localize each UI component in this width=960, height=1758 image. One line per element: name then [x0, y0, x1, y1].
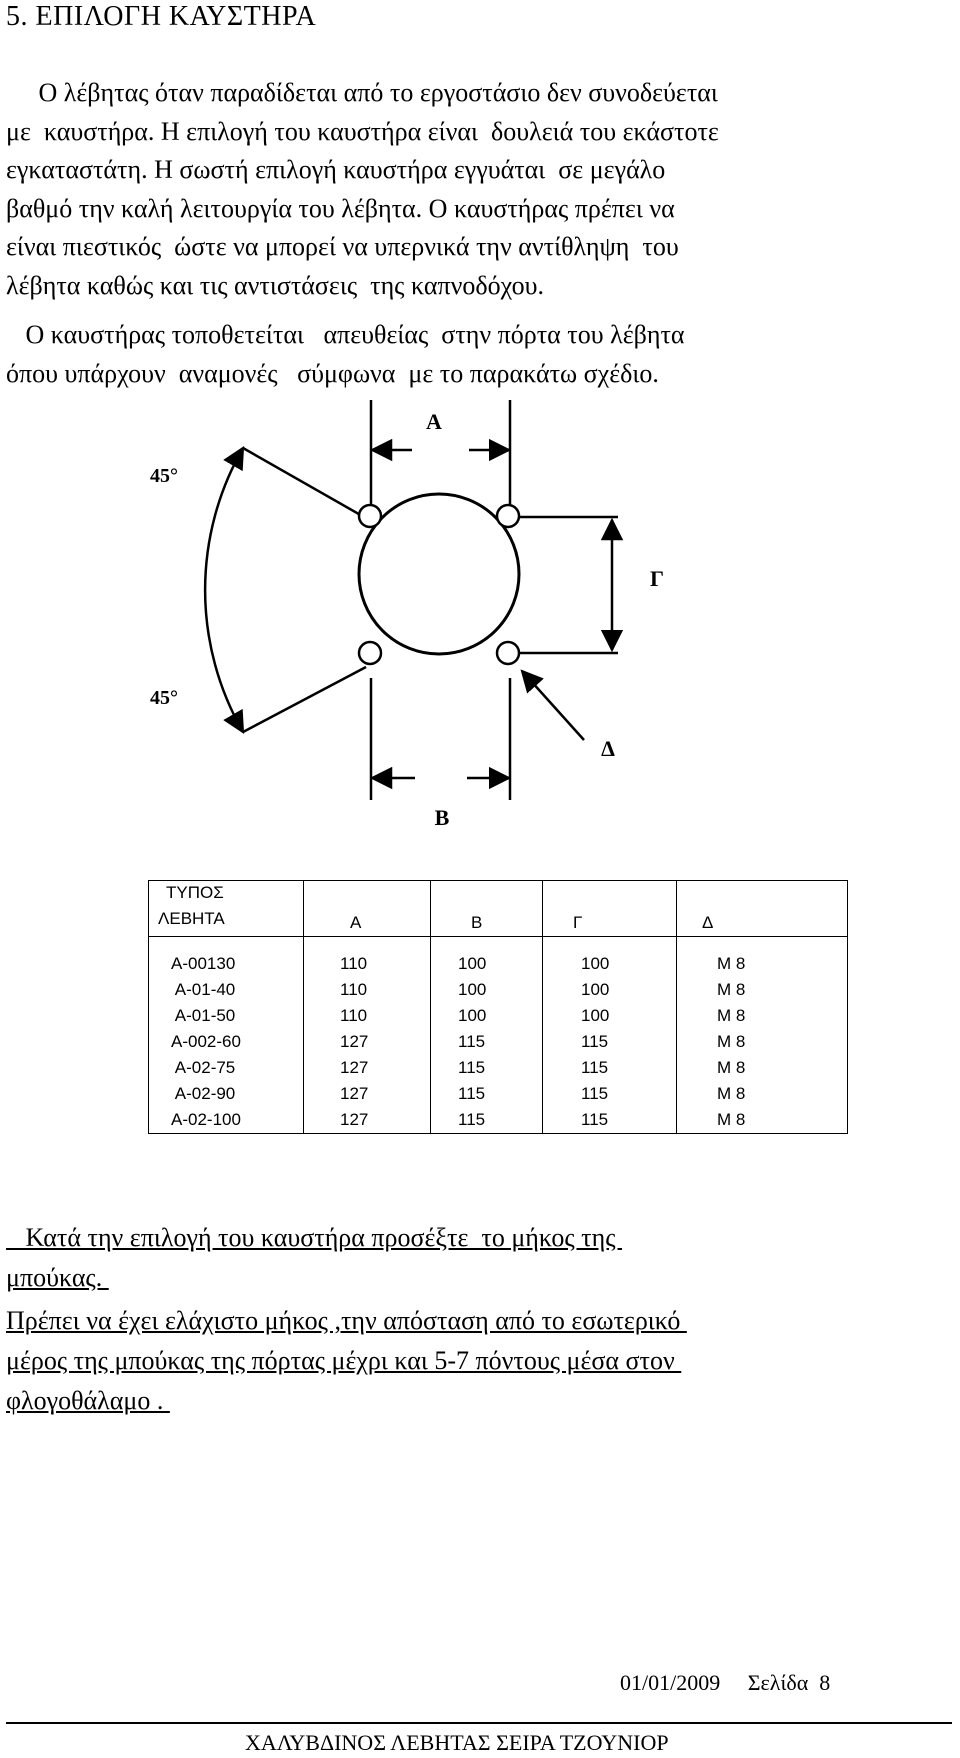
table-cell-g: 115 — [581, 1032, 609, 1051]
table-cell-a: 127 — [340, 1084, 369, 1103]
table-header-row — [149, 881, 848, 937]
table-cell-b: 115 — [458, 1058, 486, 1077]
table-cell-b: 100 — [458, 1006, 487, 1025]
table-cell-a: 110 — [340, 954, 368, 973]
burner-flange-diagram — [140, 400, 720, 840]
intro-paragraph — [6, 74, 946, 305]
footer-date-page — [620, 1670, 830, 1696]
footer-page-number: 8 — [819, 1670, 831, 1695]
b-column — [431, 937, 543, 1134]
table-cell-b: 115 — [458, 1032, 486, 1051]
table-cell-type: A-01-50 — [171, 1006, 236, 1025]
table-cell-b: 115 — [458, 1110, 486, 1129]
table-cell-b: 100 — [458, 980, 487, 999]
mounting-paragraph — [6, 316, 946, 393]
boiler-dimensions-table — [148, 880, 848, 1134]
table-cell-d: M 8 — [717, 954, 746, 973]
note-line: Πρέπει να έχει ελάχιστο μήκος ,την απόσταση από το εσωτερικό — [6, 1306, 687, 1335]
table-cell-type: A-02-75 — [171, 1058, 236, 1077]
column-header-type-line1: ΤΥΠΟΣ — [166, 883, 224, 902]
table-cell-type: A-02-100 — [171, 1110, 241, 1129]
table-cell-g: 100 — [581, 1006, 610, 1025]
footer-date: 01/01/2009 — [620, 1670, 721, 1695]
table-cell-type: A-00130 — [171, 954, 236, 973]
diagram-label-g: Γ — [650, 566, 664, 591]
table-cell-a: 110 — [340, 1006, 368, 1025]
burner-length-note — [6, 1218, 946, 1298]
section-title: 5. ΕΠΙΛΟΓΗ ΚΑΥΣΤΗΡΑ — [6, 1, 317, 32]
angle-label-top: 45° — [150, 465, 178, 487]
note-line: μέρος της μπούκας της πόρτας μέχρι και 5-7 πόντους μέσα στον — [6, 1346, 682, 1375]
radial-line-top — [243, 448, 364, 517]
mounting-hole — [497, 505, 519, 527]
table-cell-g: 100 — [581, 980, 610, 999]
table-cell-d: M 8 — [717, 1110, 746, 1129]
table-cell-b: 100 — [458, 954, 487, 973]
table-cell-d: M 8 — [717, 1058, 746, 1077]
burner-opening-circle — [359, 494, 519, 654]
column-header-a: Α — [304, 881, 431, 937]
a-column — [304, 937, 431, 1134]
table-cell-d: M 8 — [717, 1084, 746, 1103]
footer-company: ΧΑΛΥΒΔΙΝΟΣ ΛΕΒΗΤΑΣ ΣΕΙΡΑ ΤΖΟΥΝΙΟΡ — [245, 1730, 669, 1755]
diagram-label-d: Δ — [601, 736, 615, 761]
column-header-type-line2: ΛΕΒΗΤΑ — [158, 909, 225, 928]
table-cell-b: 115 — [458, 1084, 486, 1103]
table-cell-d: M 8 — [717, 1006, 746, 1025]
table-cell-a: 110 — [340, 980, 368, 999]
table-cell-a: 127 — [340, 1032, 369, 1051]
mounting-hole — [359, 642, 381, 664]
table-body-row — [149, 937, 848, 1134]
column-header-b: Β — [431, 881, 543, 937]
table-cell-g: 100 — [581, 954, 610, 973]
table-cell-g: 115 — [581, 1058, 609, 1077]
table-cell-g: 115 — [581, 1084, 609, 1103]
footer-page-label: Σελίδα — [747, 1670, 809, 1695]
boiler-dimensions-table-wrapper — [148, 880, 848, 1134]
diagram-label-a: Α — [426, 409, 442, 434]
table-cell-type: A-02-90 — [171, 1084, 236, 1103]
note-line: φλογοθάλαμο . — [6, 1386, 170, 1415]
table-cell-g: 115 — [581, 1110, 609, 1129]
diagram-label-b: Β — [434, 805, 450, 830]
paragraph-line: Ο λέβητας όταν παραδίδεται από το εργοστάσιο δεν συνοδεύεται — [6, 78, 718, 107]
table-cell-d: M 8 — [717, 1032, 746, 1051]
g-column — [543, 937, 677, 1134]
mounting-hole — [359, 505, 381, 527]
minimum-length-note — [6, 1301, 946, 1421]
paragraph-line: λέβητα καθώς και τις αντιστάσεις της καπνοδόχου. — [6, 270, 544, 300]
paragraph-line: με καυστήρα. Η επιλογή του καυστήρα είναι δουλειά του εκάστοτε — [6, 116, 719, 146]
type-column — [149, 937, 304, 1134]
radial-line-bottom — [243, 667, 366, 732]
table-cell-a: 127 — [340, 1110, 369, 1129]
paragraph-line: Ο καυστήρας τοποθετείται απευθείας στην πόρτα του λέβητα — [6, 320, 685, 349]
note-line: Κατά την επιλογή του καυστήρα προσέξτε το μήκος της — [6, 1223, 623, 1252]
d-column — [677, 937, 848, 1134]
table-cell-type: A-01-40 — [171, 980, 236, 999]
dimension-arrow-d — [522, 671, 584, 740]
paragraph-line: είναι πιεστικός ώστε να μπορεί να υπερνικά την αντίθληψη του — [6, 232, 679, 261]
column-header-type — [149, 881, 304, 937]
column-header-g: Γ — [543, 881, 677, 937]
mounting-hole — [497, 642, 519, 664]
column-header-d: Δ — [677, 881, 848, 937]
paragraph-line: εγκαταστάτη. Η σωστή επιλογή καυστήρα εγγυάται σε μεγάλο — [6, 155, 666, 184]
footer-divider — [6, 1722, 952, 1724]
note-line: μπούκας. — [6, 1263, 109, 1292]
angle-label-bottom: 45° — [150, 687, 178, 709]
paragraph-line: βαθμό την καλή λειτουργία του λέβητα. Ο καυστήρας πρέπει να — [6, 193, 675, 223]
table-cell-type: A-002-60 — [171, 1032, 241, 1051]
angle-arc — [205, 448, 243, 732]
paragraph-line: όπου υπάρχουν αναμονές σύμφωνα με το παρακάτω σχέδιο. — [6, 358, 659, 388]
table-cell-d: M 8 — [717, 980, 746, 999]
table-cell-a: 127 — [340, 1058, 369, 1077]
